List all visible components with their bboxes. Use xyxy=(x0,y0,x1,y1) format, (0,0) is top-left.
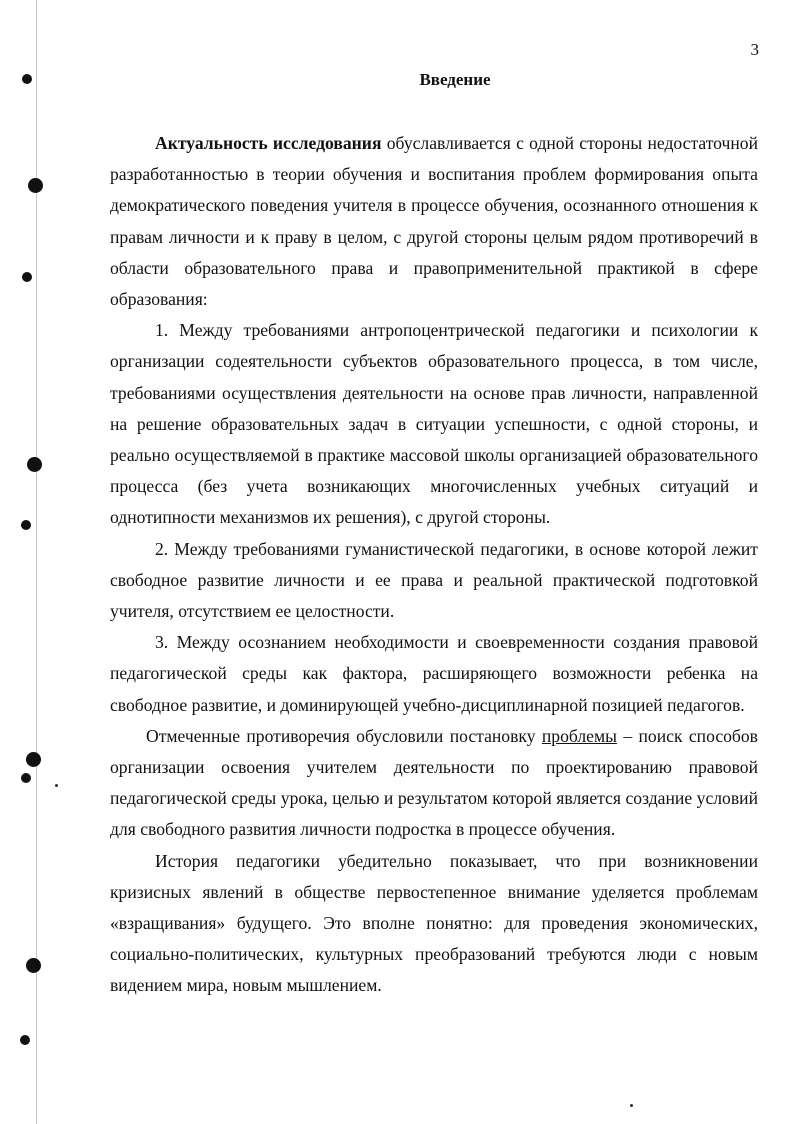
relevance-text: обуславливается с одной стороны недостаточной разработанностью в теории обучения и воспитания проблем формирования опыта демократического поведения учителя в процессе обучения, осознанного отношения к правам личности и к праву в целом, с другой стороны целым рядом противоречий в области образовательного права и правоприменительной практикой в сфере образования: xyxy=(110,133,758,310)
paragraph-contradiction-1: 1. Между требованиями антропоцентрической педагогики и психологии к организации содеятельности субъектов образовательного процесса, в том числе, требованиями осуществления деятельности на основе прав личности, направленной на решение образовательных задач в ситуации успешности, с одной стороны, и реально осуществляемой в практике массовой школы организацией образовательного процесса (без учета возникающих многочисленных учебных ситуаций и однотипности механизмов их решения), с другой стороны. xyxy=(110,320,758,528)
binding-hole-mark xyxy=(27,457,42,472)
paragraph-problem xyxy=(110,721,758,846)
binding-hole-mark xyxy=(26,958,41,973)
binding-hole-mark xyxy=(22,272,32,282)
page-title: Введение xyxy=(419,70,491,89)
binding-hole-mark xyxy=(21,773,31,783)
binding-hole-mark xyxy=(20,1035,30,1045)
page-number: 3 xyxy=(750,40,759,59)
scan-speck xyxy=(55,784,58,787)
problem-keyword: проблемы xyxy=(541,725,617,746)
document-body xyxy=(110,128,758,1002)
binding-margin-line xyxy=(36,0,37,1124)
problem-text-rest: – поиск способов организации освоения учителем деятельности по проектированию правовой педагогической среды урока, целью и результатом которой является создание условий для свободного развития личности подростка в процессе обучения. xyxy=(110,725,758,840)
problem-text-start: Отмеченные противоречия обусловили постановку xyxy=(146,725,542,746)
binding-hole-mark xyxy=(28,178,43,193)
paragraph-relevance xyxy=(110,128,758,315)
binding-hole-mark xyxy=(26,752,41,767)
relevance-heading: Актуальность исследования xyxy=(155,133,382,153)
paragraph-contradiction-3: 3. Между осознанием необходимости и своевременности создания правовой педагогической среды как фактора, расширяющего возможности ребенка на свободное развитие, и доминирующей учебно-дисциплинарной позицией педагогов. xyxy=(110,632,758,715)
paragraph-history: История педагогики убедительно показывает, что при возникновении кризисных явлений в обществе первостепенное внимание уделяется проблемам «взращивания» будущего. Это вполне понятно: для проведения экономических, социально-политических, культурных преобразований требуются люди с новым видением мира, новым мышлением. xyxy=(110,850,758,996)
binding-hole-mark xyxy=(21,520,31,530)
scan-speck xyxy=(630,1104,633,1107)
paragraph-contradiction-2: 2. Между требованиями гуманистической педагогики, в основе которой лежит свободное развитие личности и ее права и реальной практической подготовкой учителя, отсутствием ее целостности. xyxy=(110,538,758,622)
